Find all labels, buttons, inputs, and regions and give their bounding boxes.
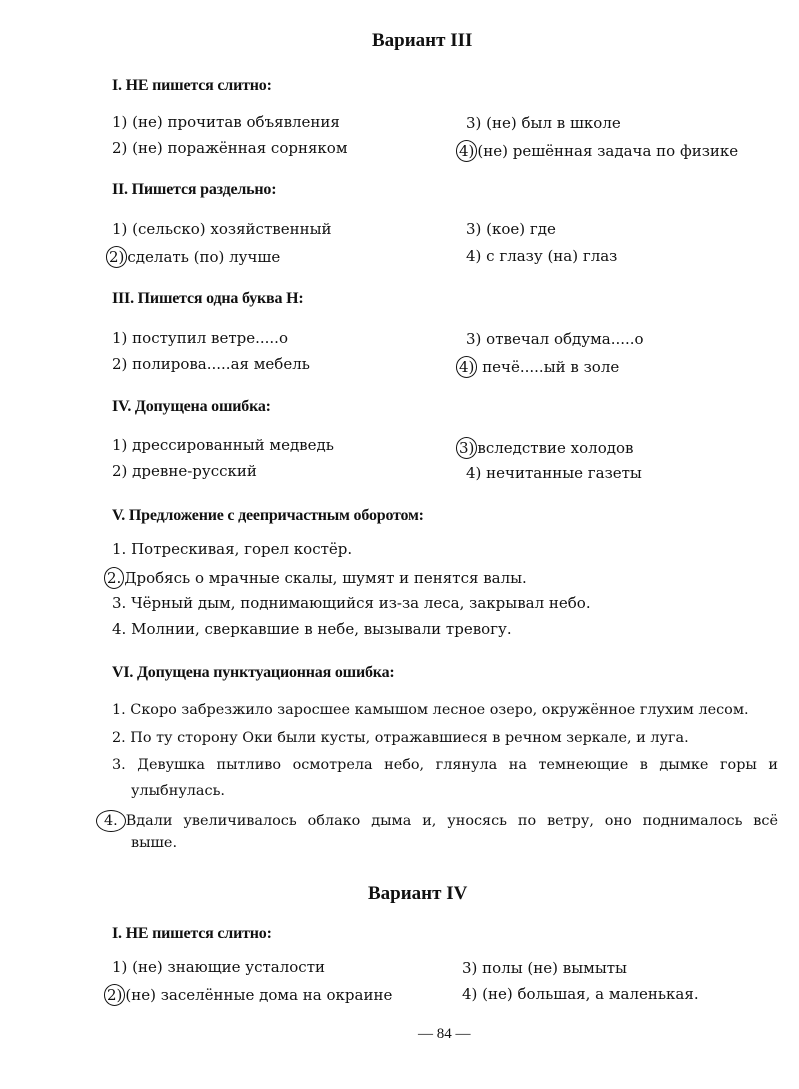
page-number: — 84 — xyxy=(418,1026,471,1042)
answer-circle-mark: 2) xyxy=(104,984,125,1006)
list-item-continuation: улыбнулась. xyxy=(131,783,225,799)
v3-section-3-heading: III. Пишется одна буква Н: xyxy=(112,290,304,307)
list-item-answer xyxy=(100,810,778,832)
list-item: 4. Молнии, сверкавшие в небе, вызывали тревогу. xyxy=(112,620,512,638)
v3-section-6-heading: VI. Допущена пунктуационная ошибка: xyxy=(112,664,395,681)
list-item: 4) с глазу (на) глаз xyxy=(466,247,618,265)
list-item-text: (не) заселённые дома на окраине xyxy=(125,986,393,1004)
list-item: 4) (не) большая, а маленькая. xyxy=(462,985,699,1003)
v3-section-5-heading: V. Предложение с деепричастным оборотом: xyxy=(112,507,424,524)
list-item-answer xyxy=(460,437,633,459)
list-item-text: печё.....ый в золе xyxy=(482,358,620,376)
list-item: 2. По ту сторону Оки были кусты, отражавшиеся в речном зеркале, и луга. xyxy=(112,730,689,746)
list-item: 3. Девушка пытливо осмотрела небо, глянула на темнеющие в дымке горы и xyxy=(112,757,778,773)
list-item-answer xyxy=(110,246,280,268)
variant-4-title: Вариант IV xyxy=(368,883,468,904)
list-item: 1) дрессированный медведь xyxy=(112,436,334,454)
answer-circle-mark: 4. xyxy=(96,810,126,832)
list-item-answer xyxy=(108,984,392,1006)
list-item: 1) (сельско) хозяйственный xyxy=(112,220,332,238)
list-item: 3) полы (не) вымыты xyxy=(462,959,627,977)
list-item: 1) поступил ветре.....о xyxy=(112,329,288,347)
list-item-text: сделать (по) лучше xyxy=(127,248,281,266)
list-item: 3) (не) был в школе xyxy=(466,114,621,132)
list-item: 1) (не) знающие усталости xyxy=(112,958,326,976)
answer-circle-mark: 2. xyxy=(104,567,124,589)
list-item-answer xyxy=(108,567,527,589)
list-item-text: (не) решённая задача по физике xyxy=(477,142,739,160)
list-item-answer xyxy=(460,140,738,162)
list-item: 1. Скоро забрезжило заросшее камышом лесное озеро, окружённое глухим лесом. xyxy=(112,702,749,718)
list-item: 1) (не) прочитав объявления xyxy=(112,113,340,131)
list-item: 2) древне-русский xyxy=(112,462,257,480)
list-item: 3) отвечал обдума.....о xyxy=(466,330,644,348)
list-item-answer xyxy=(460,356,619,378)
list-item: 2) (не) поражённая сорняком xyxy=(112,139,348,157)
variant-3-title: Вариант III xyxy=(372,30,473,51)
list-item-text: Дробясь о мрачные скалы, шумят и пенятся валы. xyxy=(124,569,527,587)
list-item: 3) (кое) где xyxy=(466,220,556,238)
answer-circle-mark: 4) xyxy=(456,356,477,378)
list-item: 3. Чёрный дым, поднимающийся из-за леса, закрывал небо. xyxy=(112,594,591,612)
list-item: 1. Потрескивая, горел костёр. xyxy=(112,540,353,558)
list-item: 4) нечитанные газеты xyxy=(466,464,642,482)
answer-circle-mark: 2) xyxy=(106,246,127,268)
answer-circle-mark: 3) xyxy=(456,437,477,459)
list-item-text: вследствие холодов xyxy=(477,439,634,457)
v3-section-2-heading: II. Пишется раздельно: xyxy=(112,181,277,198)
list-item-text: Вдали увеличивалось облако дыма и, уносясь по ветру, оно поднималось всё xyxy=(125,813,778,829)
v3-section-1-heading: I. НЕ пишется слитно: xyxy=(112,77,272,94)
v4-section-1-heading: I. НЕ пишется слитно: xyxy=(112,925,272,942)
list-item-continuation: выше. xyxy=(131,835,178,851)
answer-circle-mark: 4) xyxy=(456,140,477,162)
v3-section-4-heading: IV. Допущена ошибка: xyxy=(112,398,271,415)
list-item: 2) полирова.....ая мебель xyxy=(112,355,310,373)
